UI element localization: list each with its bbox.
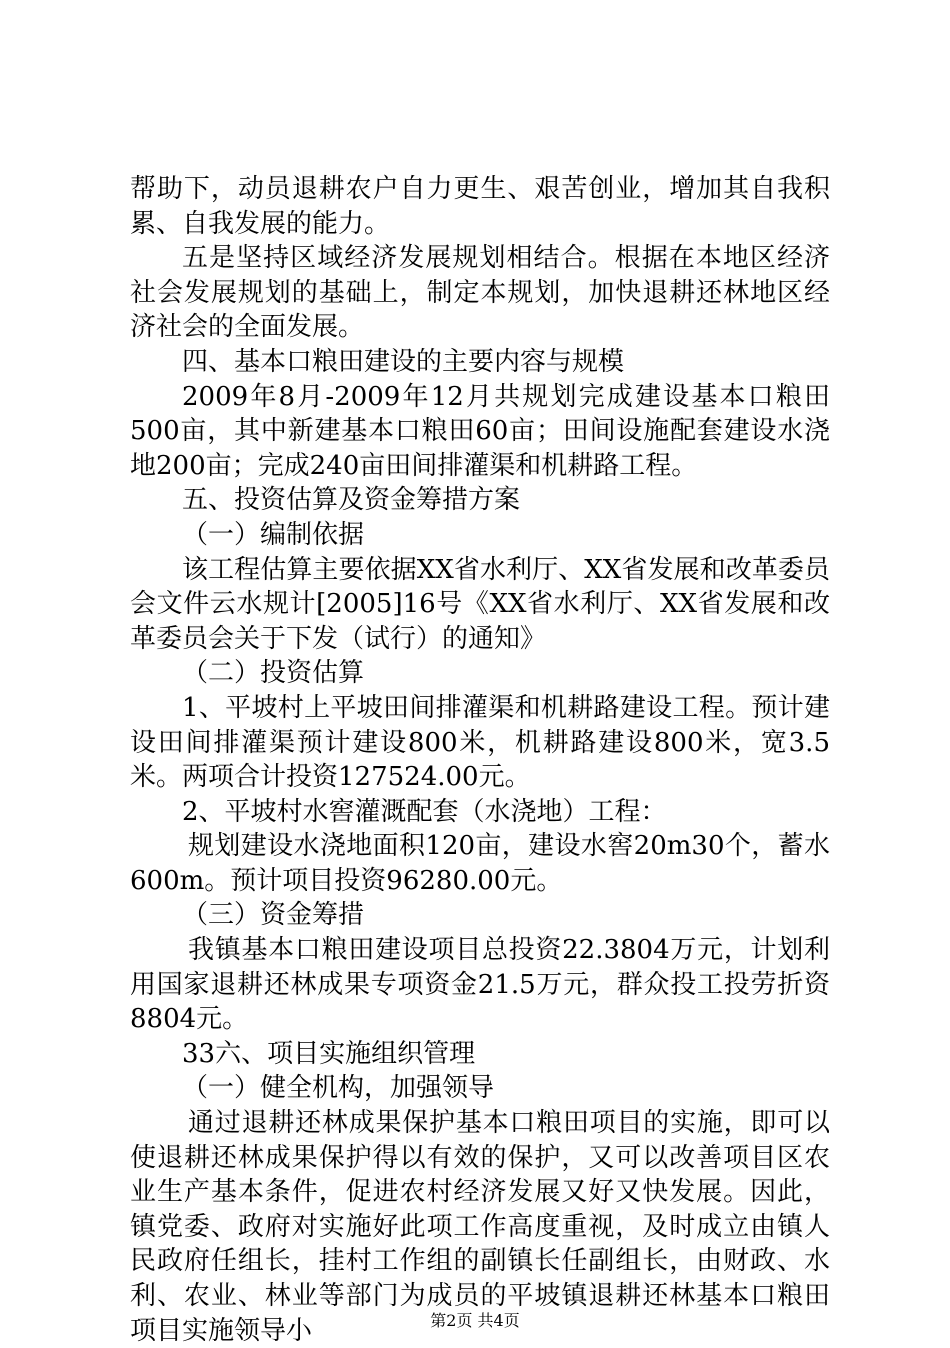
paragraph: 2、平坡村水窖灌溉配套（水浇地）工程： [182,796,667,827]
paragraph: 五是坚持区域经济发展规划相结合。根据在本地区经济社会发展规划的基础上，制定本规划，加快退耕还林地区经济社会的全面发展。 [130,243,830,343]
paragraph: （一）健全机构，加强领导 [182,1073,495,1104]
paragraph: （二）投资估算 [182,658,365,689]
page-footer: 第2页 共4页 [430,1311,520,1330]
paragraph: 我镇基本口粮田建设项目总投资22.3804万元，计划利用国家退耕还林成果专项资金21.5万元，群众投工投劳折资8804元。 [130,935,830,1035]
paragraph: 33六、项目实施组织管理 [182,1038,476,1069]
paragraph: 四、基本口粮田建设的主要内容与规模 [182,346,625,377]
paragraph: 规划建设水浇地面积120亩，建设水窖20m30个，蓄水600m。预计项目投资96280.00元。 [130,831,830,896]
paragraph: （三）资金筹措 [182,900,365,931]
paragraph: 2009年8月-2009年12月共规划完成建设基本口粮田500亩，其中新建基本口粮田60亩；田间设施配套建设水浇地200亩；完成240亩田间排灌渠和机耕路工程。 [130,381,830,481]
paragraph: 通过退耕还林成果保护基本口粮田项目的实施，即可以使退耕还林成果保护得以有效的保护，又可以改善项目区农业生产基本条件，促进农村经济发展又好又快发展。因此，镇党委、政府对实施好此项工作高度重视，及时成立由镇人民政府任组长，挂村工作组的副镇长任副组长，由财政、水利、农业、林业等部门为成员的平坡镇退耕还林基本口粮田项目实施领导小 [130,1108,830,1346]
paragraph: （一）编制依据 [182,519,365,550]
paragraph: 1、平坡村上平坡田间排灌渠和机耕路建设工程。预计建设田间排灌渠预计建设800米，机耕路建设800米，宽3.5米。两项合计投资127524.00元。 [130,692,830,793]
document-body [130,172,830,1348]
paragraph: 该工程估算主要依据XX省水利厅、XX省发展和改革委员会文件云水规计[2005]16号《XX省水利厅、XX省发展和改革委员会关于下发（试行）的通知》 [130,554,830,654]
paragraph: 帮助下，动员退耕农户自力更生、艰苦创业，增加其自我积累、自我发展的能力。 [130,174,830,239]
paragraph: 五、投资估算及资金筹措方案 [182,485,521,516]
